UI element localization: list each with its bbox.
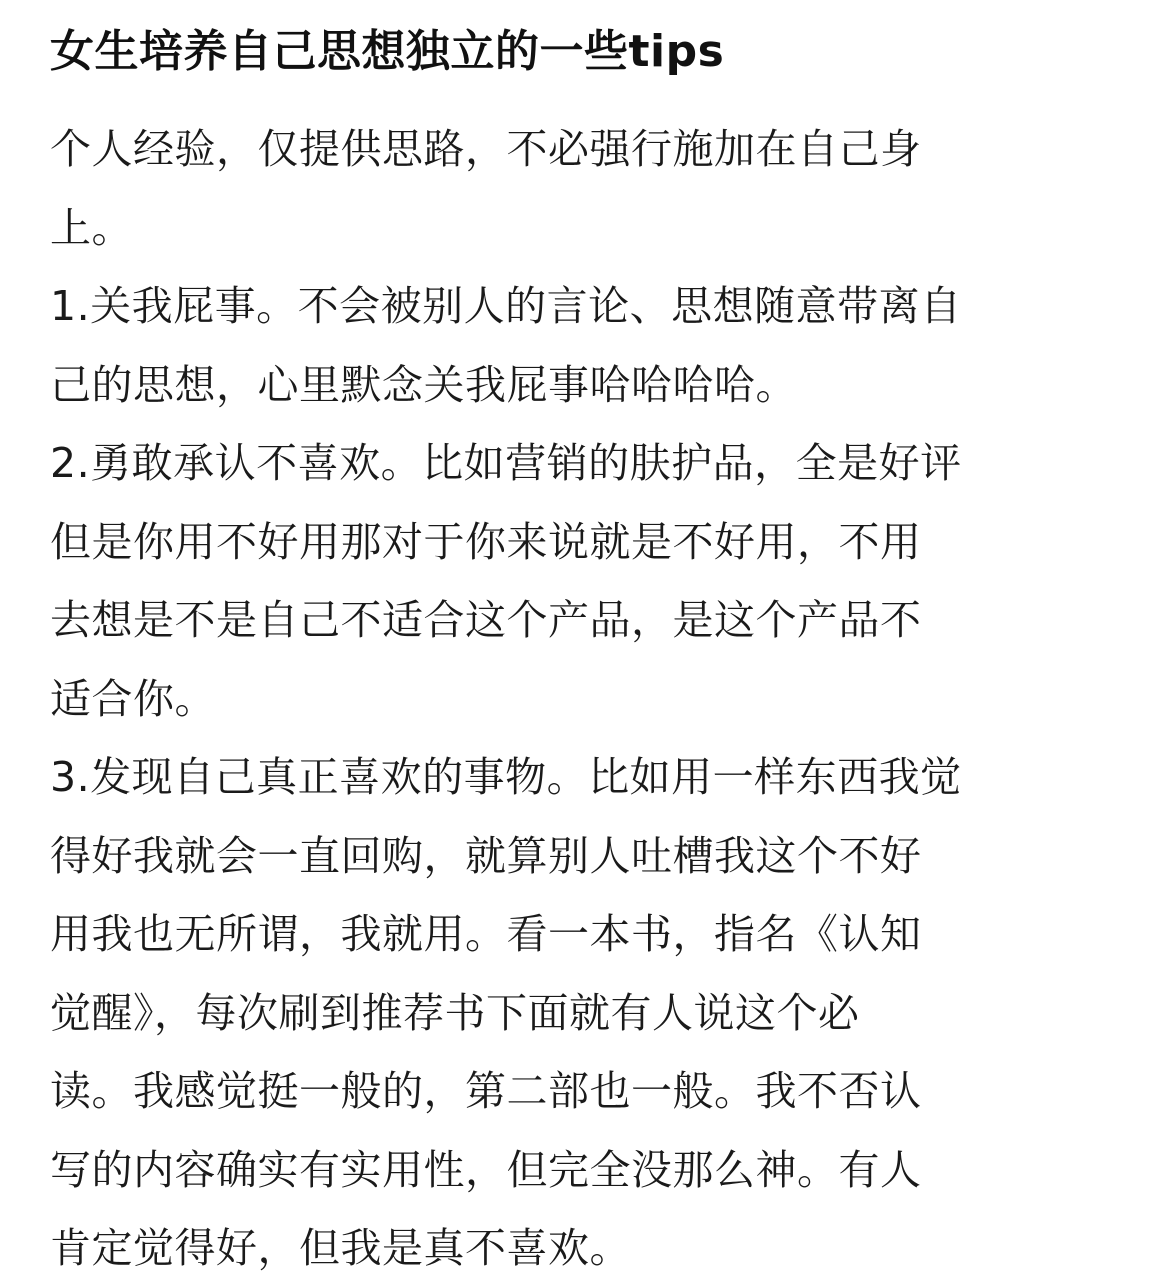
post-body xyxy=(50,110,1118,1288)
post-title: 女生培养自己思想独立的一些tips xyxy=(50,26,725,77)
post-line: 1.关我屁事。不会被别人的言论、思想随意带离自 xyxy=(50,282,962,330)
post-line: 用我也无所谓，我就用。看一本书，指名《认知 xyxy=(50,910,922,958)
post-line: 适合你。 xyxy=(50,674,216,723)
post-line: 写的内容确实有实用性，但完全没那么神。有人 xyxy=(50,1145,922,1194)
post-line: 3.发现自己真正喜欢的事物。比如用一样东西我觉 xyxy=(50,753,962,801)
post-line: 己的思想，心里默念关我屁事哈哈哈哈。 xyxy=(50,360,797,409)
post-line: 得好我就会一直回购，就算别人吐槽我这个不好 xyxy=(50,831,922,880)
post-line: 去想是不是自己不适合这个产品，是这个产品不 xyxy=(50,596,922,644)
post-line: 肯定觉得好，但我是真不喜欢。 xyxy=(50,1224,631,1272)
post-line: 觉醒》，每次刷到推荐书下面就有人说这个必 xyxy=(50,988,860,1037)
post-line: 但是你用不好用那对于你来说就是不好用，不用 xyxy=(50,517,922,566)
post-line: 2.勇敢承认不喜欢。比如营销的肤护品，全是好评 xyxy=(50,439,962,487)
post-line: 个人经验，仅提供思路，不必强行施加在自己身 xyxy=(50,125,922,173)
post-line: 上。 xyxy=(50,203,133,252)
post-line: 读。我感觉挺一般的，第二部也一般。我不否认 xyxy=(50,1067,922,1115)
